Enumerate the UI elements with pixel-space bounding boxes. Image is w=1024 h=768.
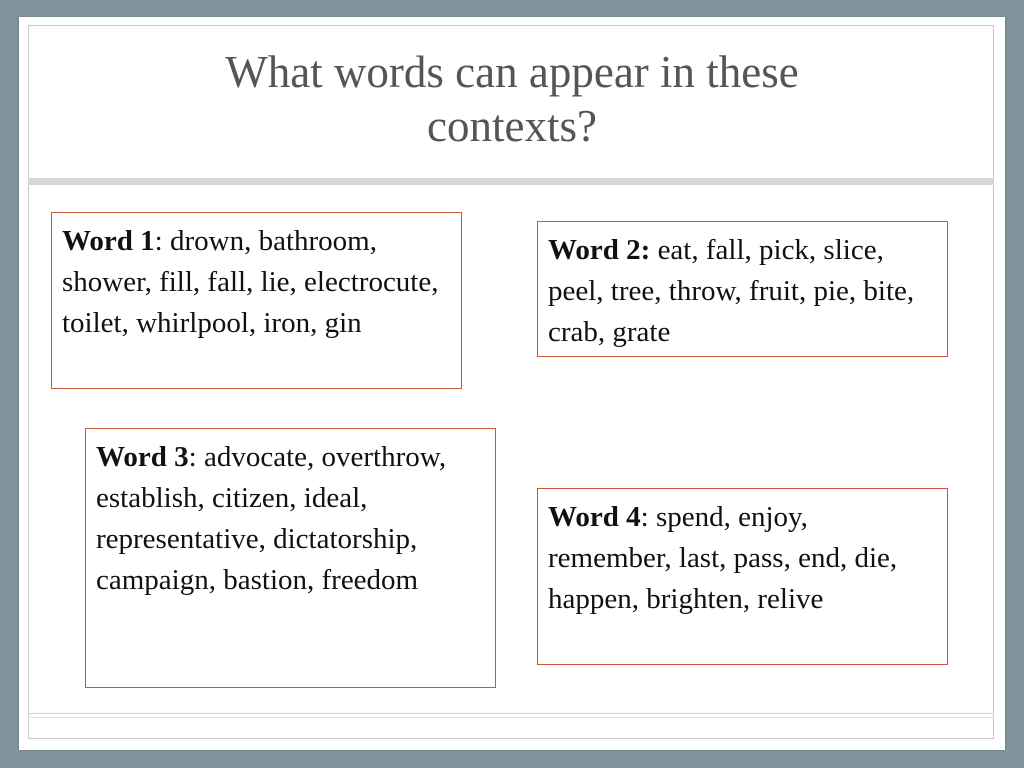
word-box-2-words: eat, fall, pick, slice, peel, tree, throw, fruit, pie, bite, crab, grate bbox=[548, 234, 915, 348]
word-box-2-separator bbox=[650, 234, 657, 266]
word-box-4-separator: : bbox=[640, 501, 656, 533]
word-box-3-label: Word 3 bbox=[96, 441, 189, 473]
slide bbox=[19, 17, 1005, 750]
slide-title bbox=[19, 45, 1005, 153]
title-divider bbox=[28, 178, 994, 185]
word-box-1-words: drown, bathroom, shower, fill, fall, lie, electrocute, toilet, whirlpool, iron, gin bbox=[62, 225, 439, 339]
footer-divider bbox=[28, 713, 994, 714]
word-box-4 bbox=[537, 488, 948, 665]
slide-title-line-2: contexts? bbox=[427, 101, 597, 151]
word-box-4-label: Word 4 bbox=[548, 501, 641, 533]
word-box-1-separator: : bbox=[154, 225, 170, 257]
word-box-2 bbox=[537, 221, 948, 357]
word-box-1-label: Word 1 bbox=[62, 225, 155, 257]
word-box-3-words: advocate, overthrow, establish, citizen, ideal, representative, dictatorship, campaign, bastion, freedom bbox=[96, 441, 447, 596]
word-box-1 bbox=[51, 212, 462, 389]
word-box-2-label: Word 2: bbox=[548, 234, 651, 266]
word-box-3-separator: : bbox=[188, 441, 204, 473]
slide-title-line-1: What words can appear in these bbox=[225, 47, 799, 97]
word-box-3 bbox=[85, 428, 496, 688]
footer-divider-secondary bbox=[28, 717, 994, 718]
word-box-4-words: spend, enjoy, remember, last, pass, end, die, happen, brighten, relive bbox=[548, 501, 898, 615]
